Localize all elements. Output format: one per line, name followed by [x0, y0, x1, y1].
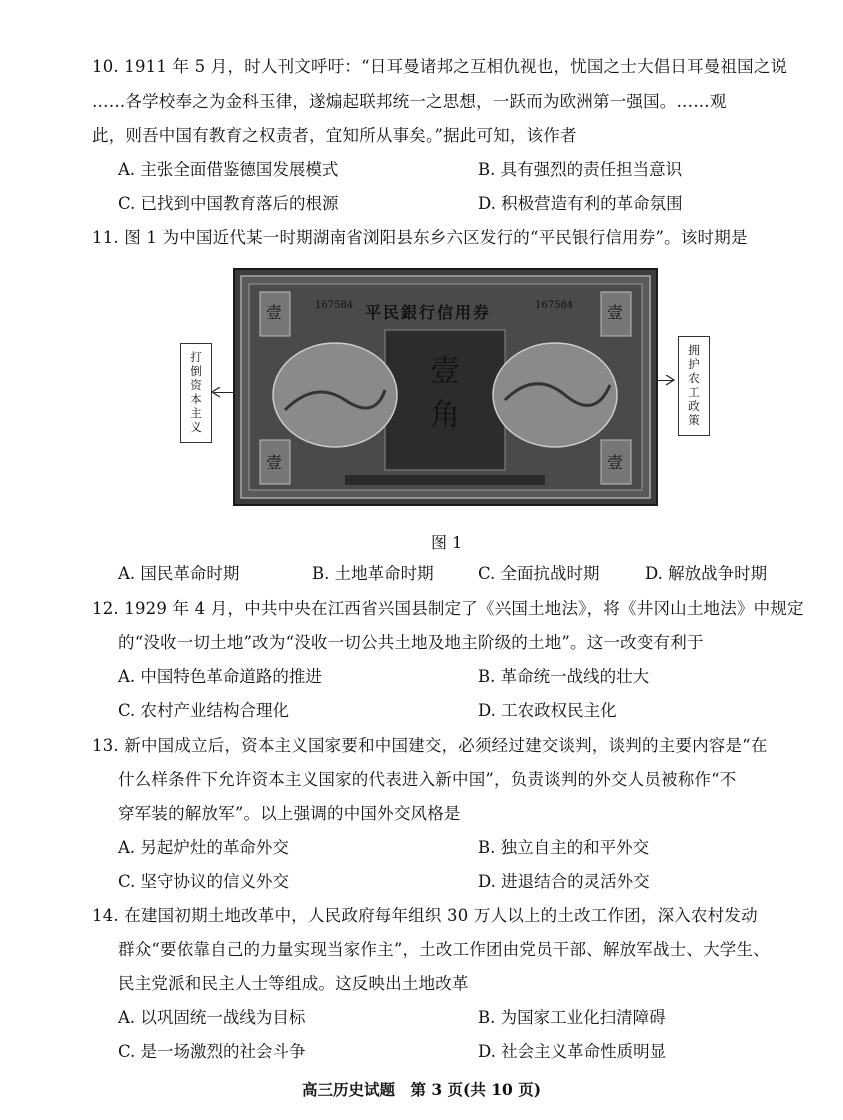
- q11-option-a: A. 国民革命时期: [118, 564, 240, 583]
- banknote-corner-tr: 壹: [607, 303, 624, 322]
- banknote-serial-right: 167584: [535, 300, 574, 311]
- q13-stem-line3: 穿军装的解放军”。以上强调的中国外交风格是: [118, 804, 461, 823]
- left-arrowhead-icon: [211, 387, 221, 398]
- right-arrowhead-icon: [665, 375, 675, 386]
- q11-stem-line1: 11. 图 1 为中国近代某一时期湖南省浏阳县东乡六区发行的“平民银行信用券”。该时期是: [92, 228, 748, 247]
- figure-caption: 图 1: [431, 533, 463, 552]
- q10-option-a: A. 主张全面借鉴德国发展模式: [118, 160, 339, 179]
- banknote-serial-left: 167584: [315, 300, 354, 311]
- q14-option-d: D. 社会主义革命性质明显: [478, 1042, 667, 1061]
- q10-option-c: C. 已找到中国教育落后的根源: [118, 194, 339, 213]
- banknote-corner-tl: 壹: [266, 303, 283, 322]
- q13-stem-line2: 什么样条件下允许资本主义国家的代表进入新中国”，负责谈判的外交人员被称作“不: [118, 770, 737, 789]
- q12-option-b: B. 革命统一战线的壮大: [478, 667, 650, 686]
- q14-option-c: C. 是一场激烈的社会斗争: [118, 1042, 306, 1061]
- q12-option-d: D. 工农政权民主化: [478, 701, 617, 720]
- right-annotation-text: 拥护农工政策: [688, 343, 700, 427]
- q14-stem-line2: 群众“要依靠自己的力量实现当家作主”，土改工作团由党员干部、解放军战士、大学生、: [118, 940, 770, 959]
- banknote-denomination: 壹角: [430, 354, 460, 433]
- banknote-corner-bl: 壹: [266, 453, 283, 472]
- banknote-image: [233, 268, 658, 506]
- q14-stem-line3: 民主党派和民主人士等组成。这反映出土地改革: [118, 974, 469, 993]
- q12-stem-line1: 12. 1929 年 4 月，中共中央在江西省兴国县制定了《兴国土地法》，将《井冈山土地法》中规定: [92, 599, 804, 618]
- q11-option-d: D. 解放战争时期: [645, 564, 768, 583]
- q10-stem-line3: 此，则吾中国有教育之权责者，宜知所从事矣。”据此可知，该作者: [92, 126, 577, 145]
- page-footer: 高三历史试题 第 3 页(共 10 页): [301, 1080, 542, 1099]
- q12-stem-line2: 的“没收一切土地”改为“没收一切公共土地及地主阶级的土地”。这一改变有利于: [118, 633, 704, 652]
- q14-stem-line1: 14. 在建国初期土地改革中，人民政府每年组织 30 万人以上的土改工作团，深入农村发动: [92, 906, 758, 925]
- q13-option-b: B. 独立自主的和平外交: [478, 838, 650, 857]
- q13-option-c: C. 坚守协议的信义外交: [118, 872, 290, 891]
- q13-option-a: A. 另起炉灶的革命外交: [118, 838, 289, 857]
- q13-option-d: D. 进退结合的灵活外交: [478, 872, 650, 891]
- left-annotation-box: [180, 343, 212, 443]
- q13-stem-line1: 13. 新中国成立后，资本主义国家要和中国建交，必须经过建交谈判，谈判的主要内容是“在: [92, 736, 768, 755]
- q14-option-b: B. 为国家工业化扫清障碍: [478, 1008, 666, 1027]
- banknote-corner-br: 壹: [607, 453, 624, 472]
- q10-stem-line2: ……各学校奉之为金科玉律，遂煽起联邦统一之思想，一跃而为欧洲第一强国。……观: [92, 92, 727, 111]
- q10-option-d: D. 积极营造有利的革命氛围: [478, 194, 683, 213]
- q14-option-a: A. 以巩固统一战线为目标: [118, 1008, 306, 1027]
- banknote-title: 平民銀行信用券: [365, 303, 492, 322]
- q10-stem-line1: 10. 1911 年 5 月，时人刊文呼吁：“日耳曼诸邦之互相仇视也，忧国之士大倡日耳曼祖国之说: [92, 57, 788, 76]
- q10-option-b: B. 具有强烈的责任担当意识: [478, 160, 683, 179]
- q12-option-c: C. 农村产业结构合理化: [118, 701, 290, 720]
- right-annotation-box: [678, 336, 710, 436]
- q12-option-a: A. 中国特色革命道路的推进: [118, 667, 322, 686]
- q11-option-b: B. 土地革命时期: [312, 564, 434, 583]
- left-annotation-text: 打倒资本主义: [190, 350, 202, 434]
- q11-option-c: C. 全面抗战时期: [478, 564, 600, 583]
